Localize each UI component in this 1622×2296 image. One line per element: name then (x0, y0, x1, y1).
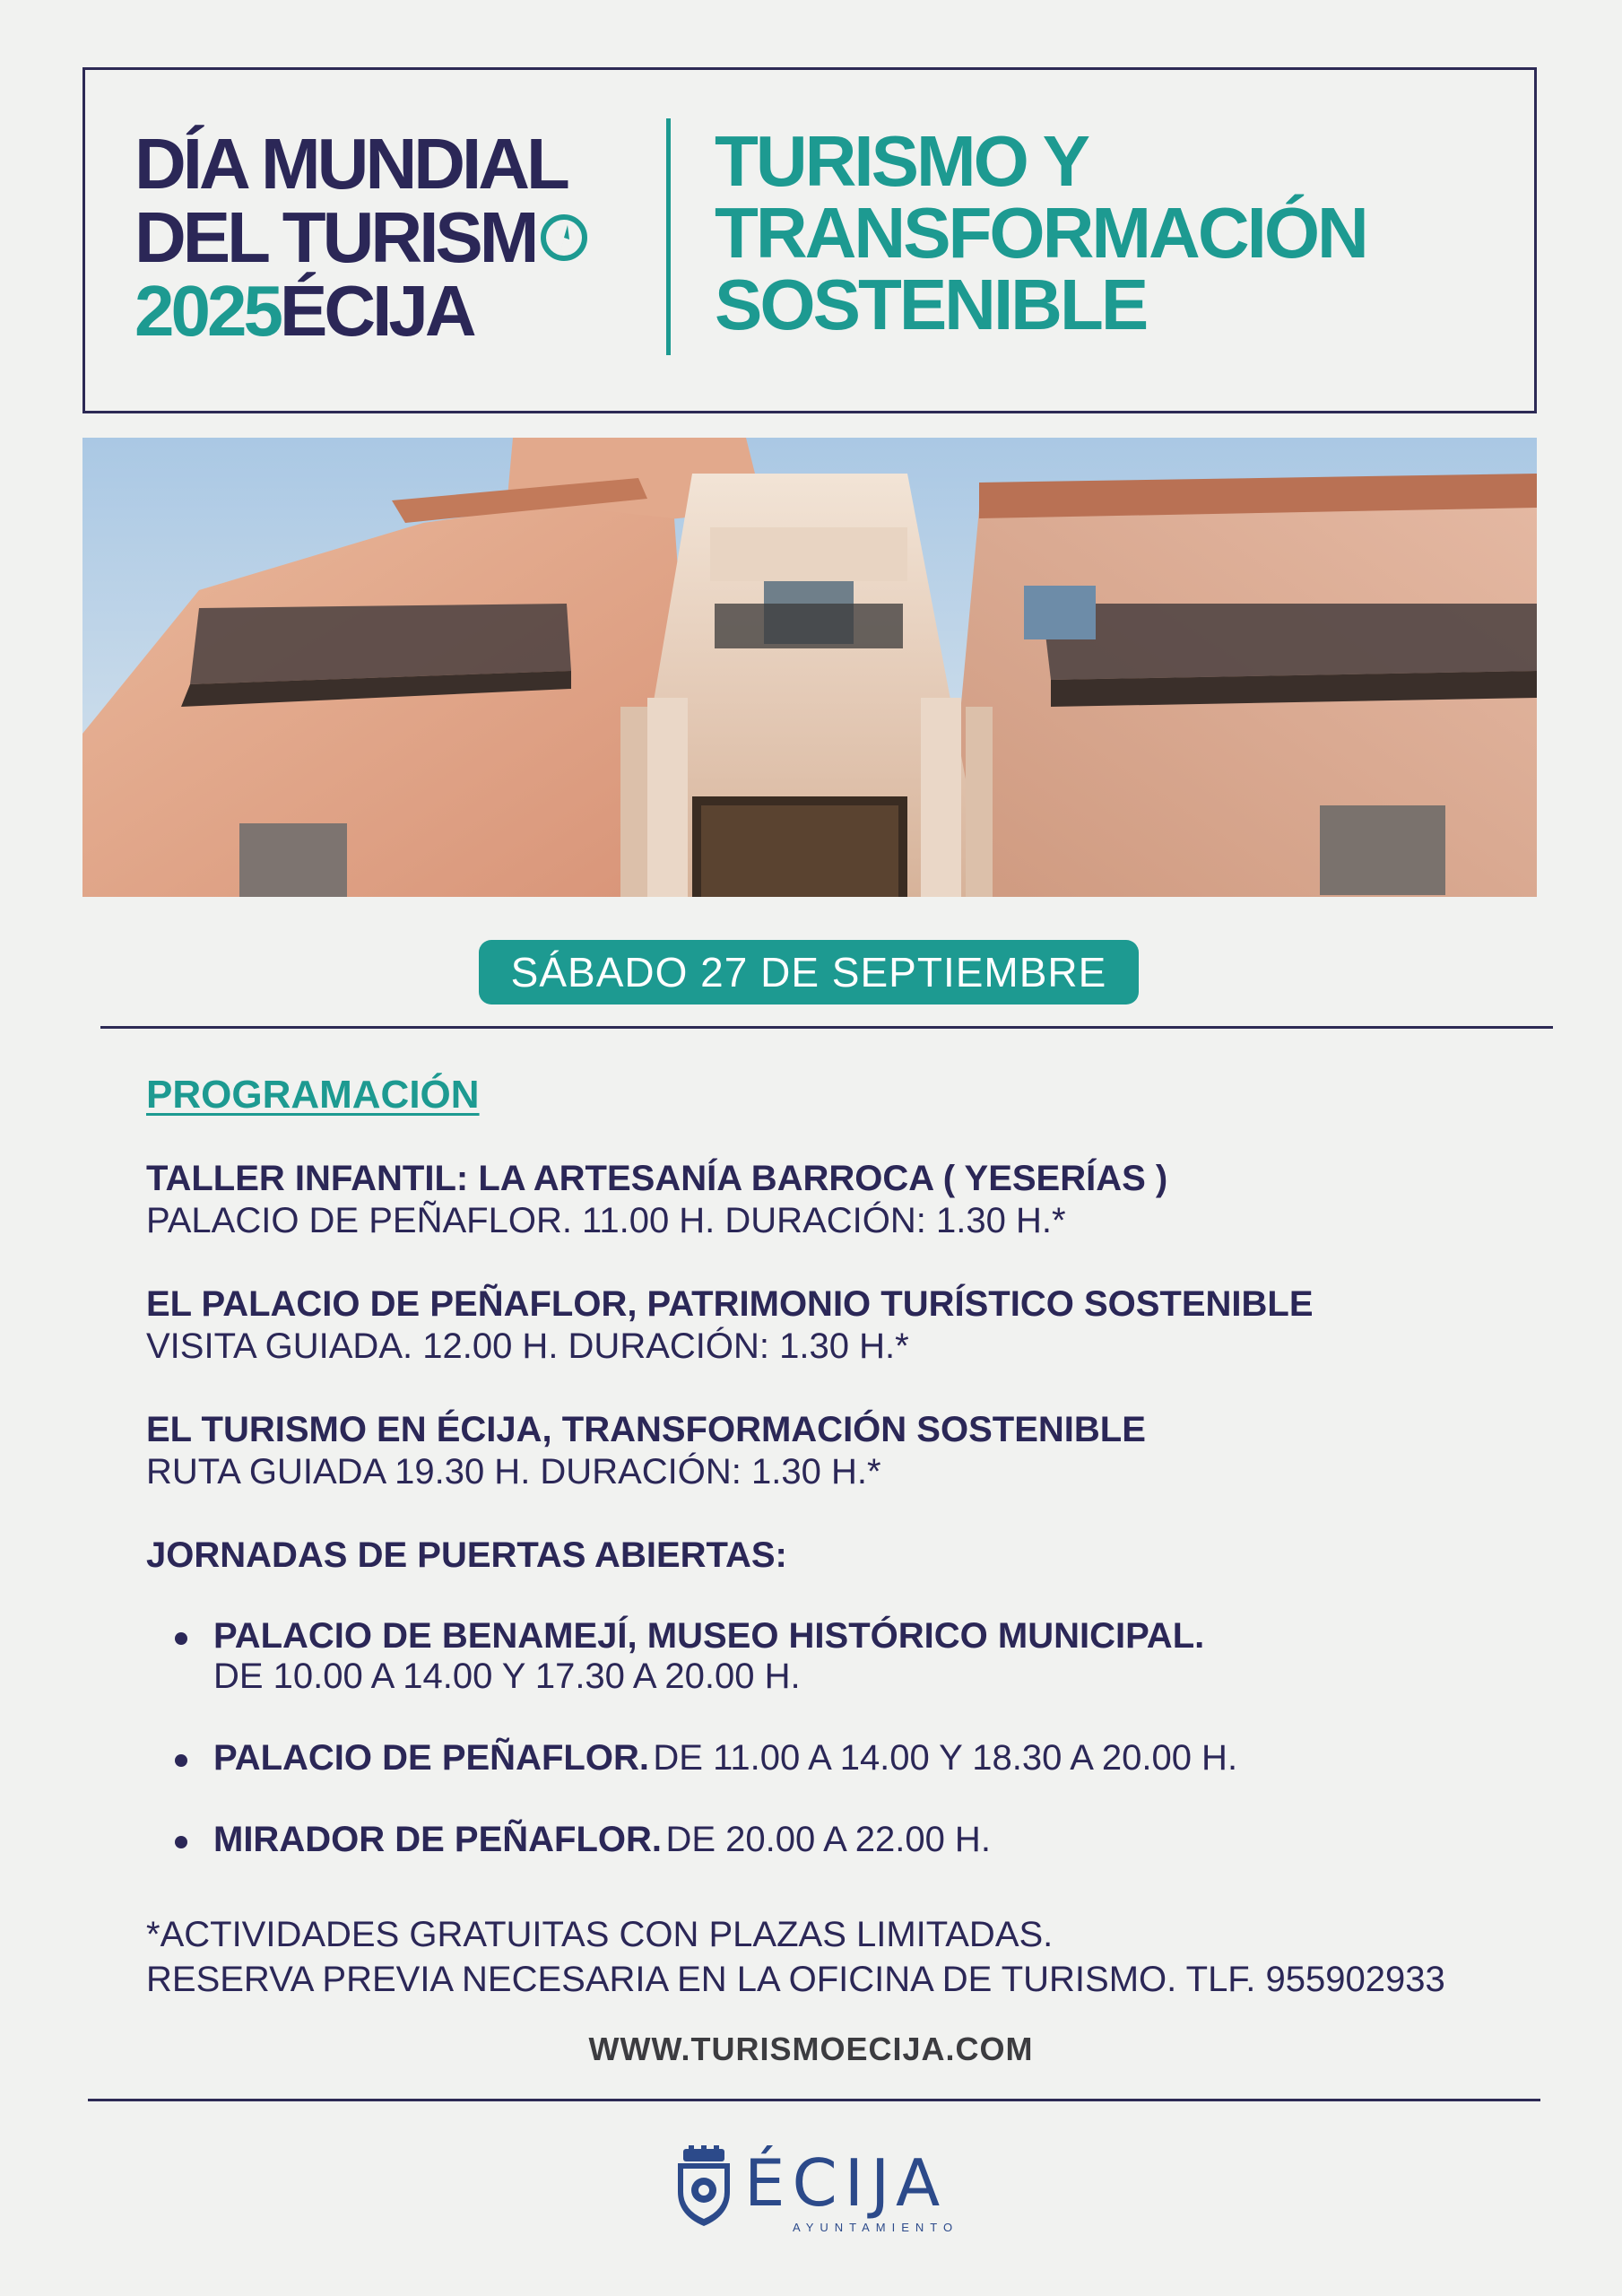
brand-city: ÉCIJA (279, 271, 473, 351)
coat-of-arms-icon (671, 2145, 737, 2228)
logo-subtitle: AYUNTAMIENTO (793, 2221, 959, 2234)
footnote-line-2: RESERVA PREVIA NECESARIA EN LA OFICINA DE TURISMO. TLF. 955902933 (146, 1960, 1445, 1999)
ayuntamiento-logo (671, 2145, 958, 2244)
venue-hours: DE 11.00 A 14.00 Y 18.30 A 20.00 H. (653, 1738, 1238, 1778)
venue-name: PALACIO DE BENAMEJÍ, MUSEO HISTÓRICO MUNICIPAL. (213, 1616, 1205, 1656)
list-item (170, 1616, 1470, 1697)
venue-hours: DE 10.00 A 14.00 Y 17.30 A 20.00 H. (213, 1657, 801, 1696)
venue-name: MIRADOR DE PEÑAFLOR. (213, 1820, 662, 1859)
brand-line-3 (134, 271, 672, 351)
venue-name: PALACIO DE PEÑAFLOR. (213, 1738, 649, 1778)
program-title: PROGRAMACIÓN (146, 1073, 480, 1117)
program-item-title: EL PALACIO DE PEÑAFLOR, PATRIMONIO TURÍSTICO SOSTENIBLE (146, 1284, 1314, 1324)
venue-hours: DE 20.00 A 22.00 H. (665, 1820, 991, 1859)
footnote (146, 1912, 1445, 2002)
tagline-line-3: SOSTENIBLE (715, 265, 1147, 344)
program-item-detail: RUTA GUIADA 19.30 H. DURACIÓN: 1.30 H.* (146, 1452, 881, 1492)
palace-photo (82, 438, 1537, 897)
website-link[interactable]: WWW.TURISMOECIJA.COM (588, 2031, 1034, 2067)
divider-top (100, 1026, 1553, 1029)
program-item (146, 1284, 1314, 1367)
list-item (170, 1820, 1470, 1860)
brand-line-1: DÍA MUNDIAL (134, 124, 567, 204)
program-item-title: EL TURISMO EN ÉCIJA, TRANSFORMACIÓN SOSTENIBLE (146, 1410, 1146, 1449)
compass-icon (539, 213, 589, 263)
event-date-badge: SÁBADO 27 DE SEPTIEMBRE (479, 940, 1139, 1004)
open-days-title: JORNADAS DE PUERTAS ABIERTAS: (146, 1535, 787, 1575)
brand-line-2-text: DEL TURISM (134, 197, 536, 277)
event-brand (134, 124, 672, 351)
logo-wordmark: ÉCIJA (744, 2145, 948, 2221)
tagline-line-1: TURISMO Y (715, 121, 1089, 201)
footnote-line-1: *ACTIVIDADES GRATUITAS CON PLAZAS LIMITADAS. (146, 1915, 1054, 1954)
program-item (146, 1410, 1146, 1492)
header-divider (666, 118, 671, 355)
tagline-line-2: TRANSFORMACIÓN (715, 193, 1366, 273)
program-item-title: TALLER INFANTIL: LA ARTESANÍA BARROCA ( YESERÍAS ) (146, 1159, 1168, 1198)
program-item (146, 1159, 1167, 1241)
open-days-list (170, 1616, 1470, 1901)
brand-line-2 (134, 197, 672, 277)
program-item-detail: PALACIO DE PEÑAFLOR. 11.00 H. DURACIÓN: 1.30 H.* (146, 1201, 1066, 1240)
theme-tagline (715, 121, 1366, 344)
divider-bottom (88, 2099, 1540, 2101)
brand-year: 2025 (134, 271, 280, 351)
program-item-detail: VISITA GUIADA. 12.00 H. DURACIÓN: 1.30 H.* (146, 1326, 909, 1366)
list-item (170, 1738, 1470, 1779)
